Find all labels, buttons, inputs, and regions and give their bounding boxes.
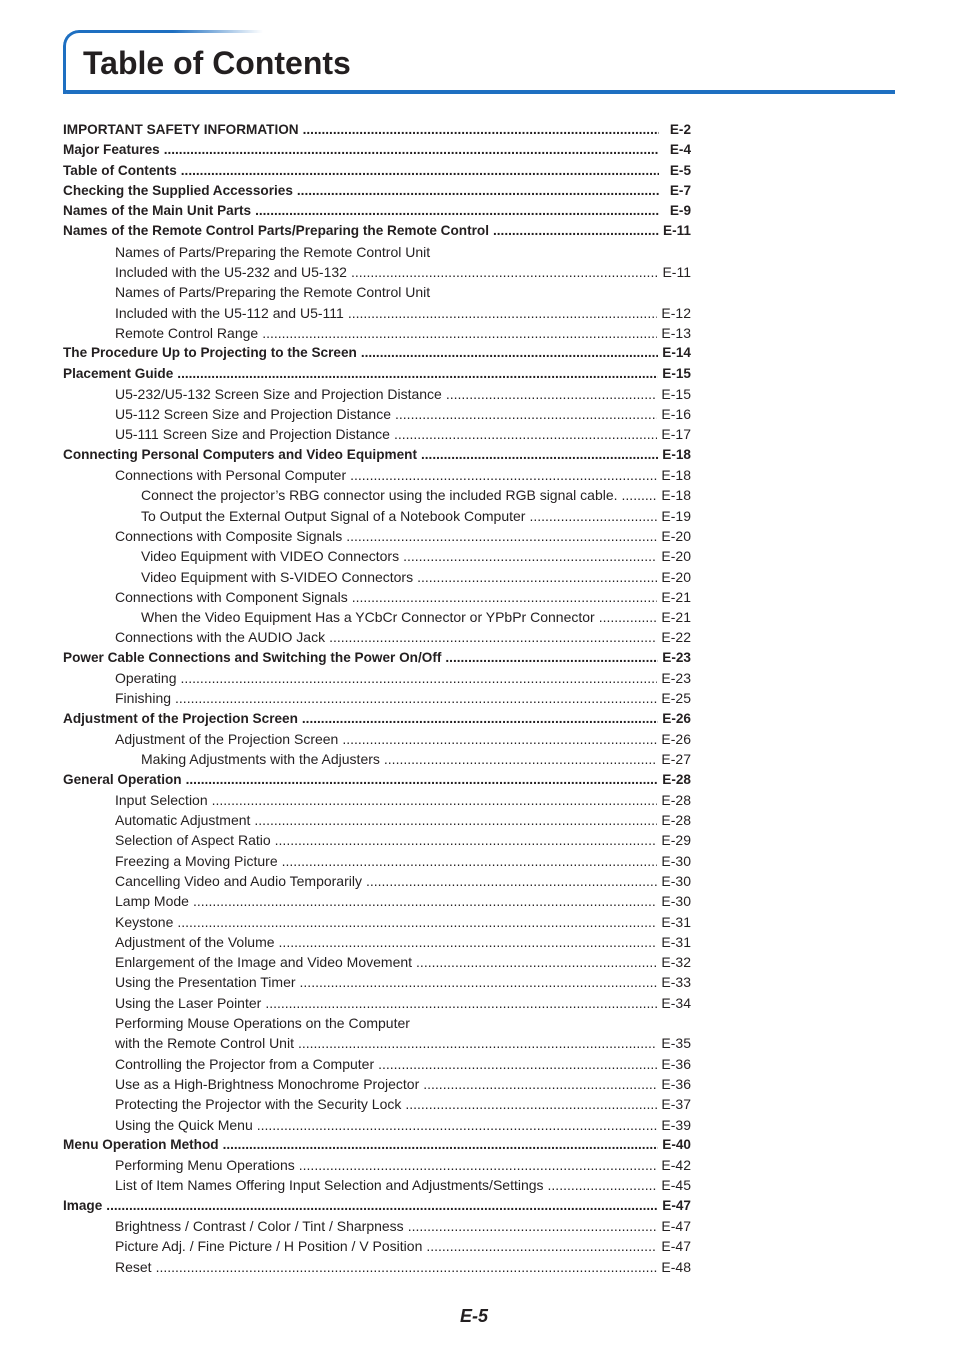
toc-entry[interactable] (63, 729, 691, 749)
dot-leader (254, 810, 657, 830)
toc-entry-page: E-34 (661, 994, 691, 1011)
toc-entry-title: Names of the Remote Control Parts/Preparing the Remote Control (63, 223, 489, 239)
toc-entry-page: E-47 (661, 1238, 691, 1255)
dot-leader (177, 912, 657, 932)
toc-entry[interactable] (63, 384, 691, 404)
toc-entry[interactable] (63, 891, 691, 911)
dot-leader (299, 1155, 658, 1175)
toc-entry-page: E-30 (661, 852, 691, 869)
dot-leader (257, 1115, 658, 1135)
toc-entry[interactable] (63, 993, 691, 1013)
dot-leader (493, 221, 659, 241)
toc-entry-title: Adjustment of the Projection Screen (63, 710, 298, 726)
dot-leader (180, 668, 657, 688)
toc-entry-page: E-9 (669, 203, 691, 219)
dot-leader (106, 1196, 658, 1216)
toc-entry[interactable] (63, 972, 691, 992)
page-number: E-5 (460, 1306, 489, 1326)
toc-entry-title: Connecting Personal Computers and Video Equipment (63, 446, 417, 462)
dot-leader (156, 1257, 658, 1277)
dot-leader (350, 465, 657, 485)
toc-entry-page: E-20 (661, 568, 691, 585)
dot-leader (186, 770, 659, 790)
toc-entry-title: When the Video Equipment Has a YCbCr Connector or YPbPr Connector (141, 609, 595, 626)
toc-entry-title: Placement Guide (63, 365, 174, 381)
toc-entry-page: E-39 (661, 1116, 691, 1133)
dot-leader (279, 932, 658, 952)
dot-leader (378, 1054, 657, 1074)
toc-entry-page: E-16 (661, 406, 691, 423)
toc-entry-title: Protecting the Projector with the Security Lock (115, 1096, 402, 1113)
toc-entry-title: Remote Control Range (115, 324, 259, 341)
dot-leader (426, 1236, 657, 1256)
toc-entry-page: E-15 (662, 365, 691, 381)
toc-entry-page: E-23 (661, 670, 691, 687)
toc-entry[interactable] (63, 506, 691, 526)
toc-entry-title: IMPORTANT SAFETY INFORMATION (63, 122, 299, 137)
toc-entry[interactable] (63, 770, 691, 790)
toc-entry-title: General Operation (63, 771, 182, 787)
toc-entry-title: Adjustment of the Projection Screen (115, 730, 339, 747)
toc-entry-page: E-25 (661, 690, 691, 707)
dot-leader (348, 303, 658, 323)
header-underline (63, 90, 895, 94)
toc-entry[interactable] (63, 404, 691, 424)
toc-entry-page: E-29 (661, 832, 691, 849)
toc-entry[interactable] (63, 1054, 691, 1074)
toc-entry[interactable] (63, 830, 691, 850)
toc-entry-title: Freezing a Moving Picture (115, 852, 278, 869)
toc-entry-page: E-48 (661, 1258, 691, 1275)
toc-entry-page: E-2 (669, 122, 691, 137)
dot-leader (352, 587, 658, 607)
toc-entry-title: Connections with Composite Signals (115, 527, 343, 544)
toc-entry[interactable] (63, 465, 691, 485)
toc-entry-page: E-28 (661, 812, 691, 829)
toc-entry-page: E-5 (669, 162, 691, 178)
toc-entry[interactable] (63, 1033, 691, 1053)
dot-leader (255, 201, 659, 221)
toc-entry[interactable] (63, 343, 691, 363)
dot-leader (599, 607, 658, 627)
toc-entry-title: Cancelling Video and Audio Temporarily (115, 872, 362, 889)
toc-entry-page: E-42 (661, 1157, 691, 1174)
toc-entry[interactable] (63, 140, 691, 160)
toc-entry[interactable] (63, 749, 691, 769)
toc-entry[interactable] (63, 485, 691, 505)
toc-entry[interactable] (63, 323, 691, 343)
toc-entry-title: Automatic Adjustment (115, 812, 251, 829)
toc-entry[interactable] (63, 668, 691, 688)
toc-entry-page: E-28 (661, 791, 691, 808)
dot-leader (622, 485, 658, 505)
toc-entry-page: E-17 (661, 426, 691, 443)
dot-leader (548, 1175, 658, 1195)
toc-entry[interactable] (63, 607, 691, 627)
dot-leader (164, 140, 659, 160)
toc-entry-title: Names of Parts/Preparing the Remote Control Unit (115, 284, 431, 301)
toc-entry-page: E-18 (662, 446, 691, 462)
toc-entry-title: Video Equipment with VIDEO Connectors (141, 548, 400, 565)
toc-entry-page: E-26 (661, 730, 691, 747)
toc-entry-title: Names of Parts/Preparing the Remote Control Unit (115, 243, 431, 260)
dot-leader (329, 627, 657, 647)
toc-entry-page: E-11 (663, 223, 691, 239)
toc-entry-title: The Procedure Up to Projecting to the Screen (63, 345, 357, 361)
toc-entry[interactable] (63, 1013, 691, 1033)
toc-entry[interactable] (63, 1216, 691, 1236)
toc-entry-title: Lamp Mode (115, 893, 189, 910)
toc-entry[interactable] (63, 546, 691, 566)
toc-entry-title: Major Features (63, 142, 160, 158)
toc-entry-page: E-26 (662, 710, 691, 726)
toc-entry-title: Use as a High-Brightness Monochrome Projector (115, 1075, 420, 1092)
toc-entry[interactable] (63, 688, 691, 708)
toc-entry-title: Input Selection (115, 791, 208, 808)
dot-leader (416, 952, 657, 972)
toc-entry[interactable] (63, 1236, 691, 1256)
toc-entry-title: Included with the U5-112 and U5-111 (115, 304, 344, 321)
toc-entry[interactable] (63, 181, 691, 201)
toc-entry-title: Using the Quick Menu (115, 1116, 253, 1133)
dot-leader (366, 871, 657, 891)
toc-entry-page: E-14 (662, 345, 691, 361)
toc-entry-page: E-13 (661, 324, 691, 341)
toc-entry-title: Picture Adj. / Fine Picture / H Position / V Position (115, 1238, 423, 1255)
toc-entry-title: Video Equipment with S-VIDEO Connectors (141, 568, 414, 585)
toc-entry-page: E-22 (661, 629, 691, 646)
toc-entry-page: E-30 (661, 872, 691, 889)
toc-entry-title: U5-111 Screen Size and Projection Distance (115, 426, 390, 443)
toc-entry-page: E-19 (661, 507, 691, 524)
toc-entry-title: Making Adjustments with the Adjusters (141, 751, 380, 768)
toc-entry[interactable] (63, 221, 691, 241)
toc-entry-title: Performing Menu Operations (115, 1157, 295, 1174)
toc-entry-title: Adjustment of the Volume (115, 933, 275, 950)
toc-entry[interactable] (63, 424, 691, 444)
toc-entry[interactable] (63, 1196, 691, 1216)
toc-entry-title: U5-112 Screen Size and Projection Distance (115, 406, 392, 423)
toc-entry-page: E-18 (661, 467, 691, 484)
dot-leader (394, 424, 657, 444)
dot-leader (262, 323, 657, 343)
toc-entry-page: E-27 (661, 751, 691, 768)
toc-entry[interactable] (63, 912, 691, 932)
toc-entry-title: Connect the projector’s RBG connector using the included RGB signal cable. (141, 487, 618, 504)
dot-leader (405, 1094, 657, 1114)
toc-entry[interactable] (63, 242, 691, 262)
toc-entry[interactable] (63, 871, 691, 891)
toc-entry[interactable] (63, 120, 691, 140)
dot-leader (223, 1135, 659, 1155)
toc-entry-page: E-15 (661, 385, 691, 402)
dot-leader (351, 262, 659, 282)
toc-entry-title: Controlling the Projector from a Computer (115, 1055, 375, 1072)
toc-entry[interactable] (63, 1175, 691, 1195)
dot-leader (342, 729, 657, 749)
toc-entry[interactable] (63, 364, 691, 384)
dot-leader (417, 567, 657, 587)
toc-entry[interactable] (63, 161, 691, 181)
toc-entry-page: E-28 (662, 771, 691, 787)
dot-leader (445, 648, 658, 668)
toc-entry[interactable] (63, 445, 691, 465)
toc-entry-title: Checking the Supplied Accessories (63, 182, 293, 198)
toc-entry-title: Operating (115, 670, 177, 687)
toc-entry-page: E-33 (661, 974, 691, 991)
toc-entry-page: E-35 (661, 1035, 691, 1052)
dot-leader (181, 161, 659, 181)
dot-leader (282, 851, 658, 871)
toc-entry-page: E-21 (661, 609, 691, 626)
toc-entry-title: with the Remote Control Unit (115, 1035, 294, 1052)
toc-entry-page: E-40 (662, 1136, 691, 1152)
toc-entry-title: Power Cable Connections and Switching the Power On/Off (63, 649, 442, 665)
toc-entry[interactable] (63, 1155, 691, 1175)
toc-entry-page: E-31 (661, 913, 691, 930)
toc-entry-title: Brightness / Contrast / Color / Tint / Sharpness (115, 1218, 404, 1235)
toc-entry[interactable] (63, 201, 691, 221)
toc-entry-title: Connections with Component Signals (115, 588, 348, 605)
toc-entry-page: E-12 (661, 304, 691, 321)
toc-entry-page: E-20 (661, 527, 691, 544)
dot-leader (297, 181, 659, 201)
toc-entry-page: E-7 (669, 182, 691, 198)
toc-entry-page: E-31 (661, 933, 691, 950)
toc-entry-title: Selection of Aspect Ratio (115, 832, 271, 849)
toc-entry[interactable] (63, 587, 691, 607)
toc-entry[interactable] (63, 303, 691, 323)
toc-entry[interactable] (63, 1074, 691, 1094)
dot-leader (300, 972, 658, 992)
toc-entry-title: Reset (115, 1258, 152, 1275)
dot-leader (177, 364, 658, 384)
toc-entry-title: List of Item Names Offering Input Selection and Adjustments/Settings (115, 1177, 544, 1194)
toc-entry[interactable] (63, 282, 691, 302)
dot-leader (529, 506, 657, 526)
toc-entry[interactable] (63, 1135, 691, 1155)
dot-leader (193, 891, 657, 911)
toc-entry[interactable] (63, 1115, 691, 1135)
dot-leader (265, 993, 657, 1013)
toc-entry-page: E-21 (661, 588, 691, 605)
dot-leader (298, 1033, 657, 1053)
toc-entry[interactable] (63, 1257, 691, 1277)
toc-entry-title: Using the Presentation Timer (115, 974, 296, 991)
toc-entry[interactable] (63, 790, 691, 810)
toc-entry-page: E-11 (662, 264, 691, 281)
dot-leader (446, 384, 658, 404)
toc-entry[interactable] (63, 567, 691, 587)
dot-leader (303, 120, 659, 140)
page-header (63, 30, 895, 96)
toc-entry[interactable] (63, 810, 691, 830)
toc-entry-title: Performing Mouse Operations on the Computer (115, 1015, 410, 1032)
dot-leader (408, 1216, 658, 1236)
toc-entry-title: U5-232/U5-132 Screen Size and Projection Distance (115, 385, 442, 402)
toc-entry-page: E-30 (661, 893, 691, 910)
dot-leader (212, 790, 658, 810)
toc-entry[interactable] (63, 648, 691, 668)
toc-entry-title: Keystone (115, 913, 174, 930)
toc-entry-title: Table of Contents (63, 162, 177, 178)
toc-entry-page: E-45 (661, 1177, 691, 1194)
toc-entry-page: E-37 (661, 1096, 691, 1113)
toc-entry-title: Image (63, 1197, 103, 1213)
toc-entry[interactable] (63, 932, 691, 952)
dot-leader (275, 830, 658, 850)
dot-leader (346, 526, 657, 546)
dot-leader (384, 749, 658, 769)
toc-entry-title: Included with the U5-232 and U5-132 (115, 264, 347, 281)
dot-leader (302, 709, 658, 729)
toc-entry-title: Connections with Personal Computer (115, 467, 347, 484)
toc-entry-title: To Output the External Output Signal of a Notebook Computer (141, 507, 526, 524)
toc-entry-title: Finishing (115, 690, 172, 707)
toc-entry-page: E-20 (661, 548, 691, 565)
dot-leader (423, 1074, 657, 1094)
dot-leader (175, 688, 657, 708)
toc-entry-page: E-36 (661, 1055, 691, 1072)
dot-leader (421, 445, 658, 465)
toc-list (63, 120, 691, 1277)
toc-entry-title: Enlargement of the Image and Video Movement (115, 954, 413, 971)
toc-entry-page: E-32 (661, 954, 691, 971)
toc-entry[interactable] (63, 851, 691, 871)
toc-entry[interactable] (63, 709, 691, 729)
toc-entry-title: Using the Laser Pointer (115, 994, 262, 1011)
page-title: Table of Contents (83, 45, 351, 81)
toc-entry[interactable] (63, 526, 691, 546)
toc-entry-page: E-23 (662, 649, 691, 665)
dot-leader (403, 546, 657, 566)
dot-leader (395, 404, 657, 424)
toc-entry[interactable] (63, 262, 691, 282)
toc-entry[interactable] (63, 952, 691, 972)
toc-entry-page: E-36 (661, 1075, 691, 1092)
toc-entry-title: Connections with the AUDIO Jack (115, 629, 326, 646)
toc-entry[interactable] (63, 627, 691, 647)
toc-entry-page: E-47 (662, 1197, 691, 1213)
toc-entry-page: E-4 (669, 142, 691, 158)
dot-leader (361, 343, 658, 363)
toc-entry-title: Menu Operation Method (63, 1136, 219, 1152)
toc-entry-title: Names of the Main Unit Parts (63, 203, 252, 219)
toc-entry[interactable] (63, 1094, 691, 1114)
toc-entry-page: E-47 (661, 1218, 691, 1235)
toc-entry-page: E-18 (661, 487, 691, 504)
